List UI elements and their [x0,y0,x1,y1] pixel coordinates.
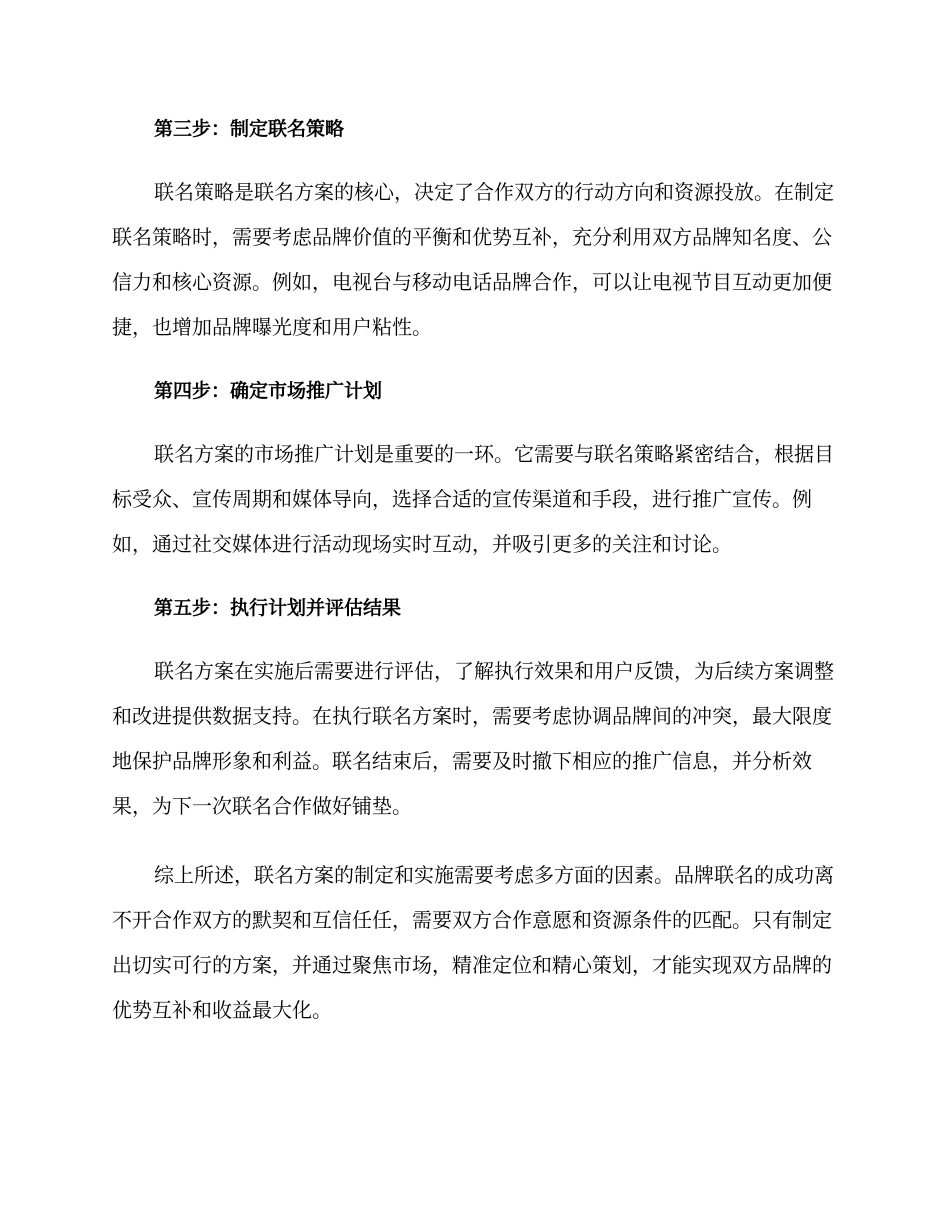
section-paragraph-step4: 联名方案的市场推广计划是重要的一环。它需要与联名策略紧密结合，根据目标受众、宣传周期和媒体导向，选择合适的宣传渠道和手段，进行推广宣传。例如，通过社交媒体进行活动现场实时互动，并吸引更多的关注和讨论。 [112,442,834,556]
section-heading-step5: 第五步：执行计划并评估结果 [154,597,402,619]
conclusion-paragraph: 综上所述，联名方案的制定和实施需要考虑多方面的因素。品牌联名的成功离不开合作双方的默契和互信任任，需要双方合作意愿和资源条件的匹配。只有制定出切实可行的方案，并通过聚焦市场，精准定位和精心策划，才能实现双方品牌的优势互补和收益最大化。 [112,863,834,1022]
section-paragraph-step3: 联名策略是联名方案的核心，决定了合作双方的行动方向和资源投放。在制定联名策略时，需要考虑品牌价值的平衡和优势互补，充分利用双方品牌知名度、公信力和核心资源。例如，电视台与移动电话品牌合作，可以让电视节目互动更加便捷，也增加品牌曝光度和用户粘性。 [112,180,834,339]
section-heading-step3: 第三步：制定联名策略 [154,118,345,140]
section-paragraph-step5: 联名方案在实施后需要进行评估，了解执行效果和用户反馈，为后续方案调整和改进提供数据支持。在执行联名方案时，需要考虑协调品牌间的冲突，最大限度地保护品牌形象和利益。联名结束后，需要及时撤下相应的推广信息，并分析效果，为下一次联名合作做好铺垫。 [112,659,834,818]
section-heading-step4: 第四步：确定市场推广计划 [154,380,383,402]
